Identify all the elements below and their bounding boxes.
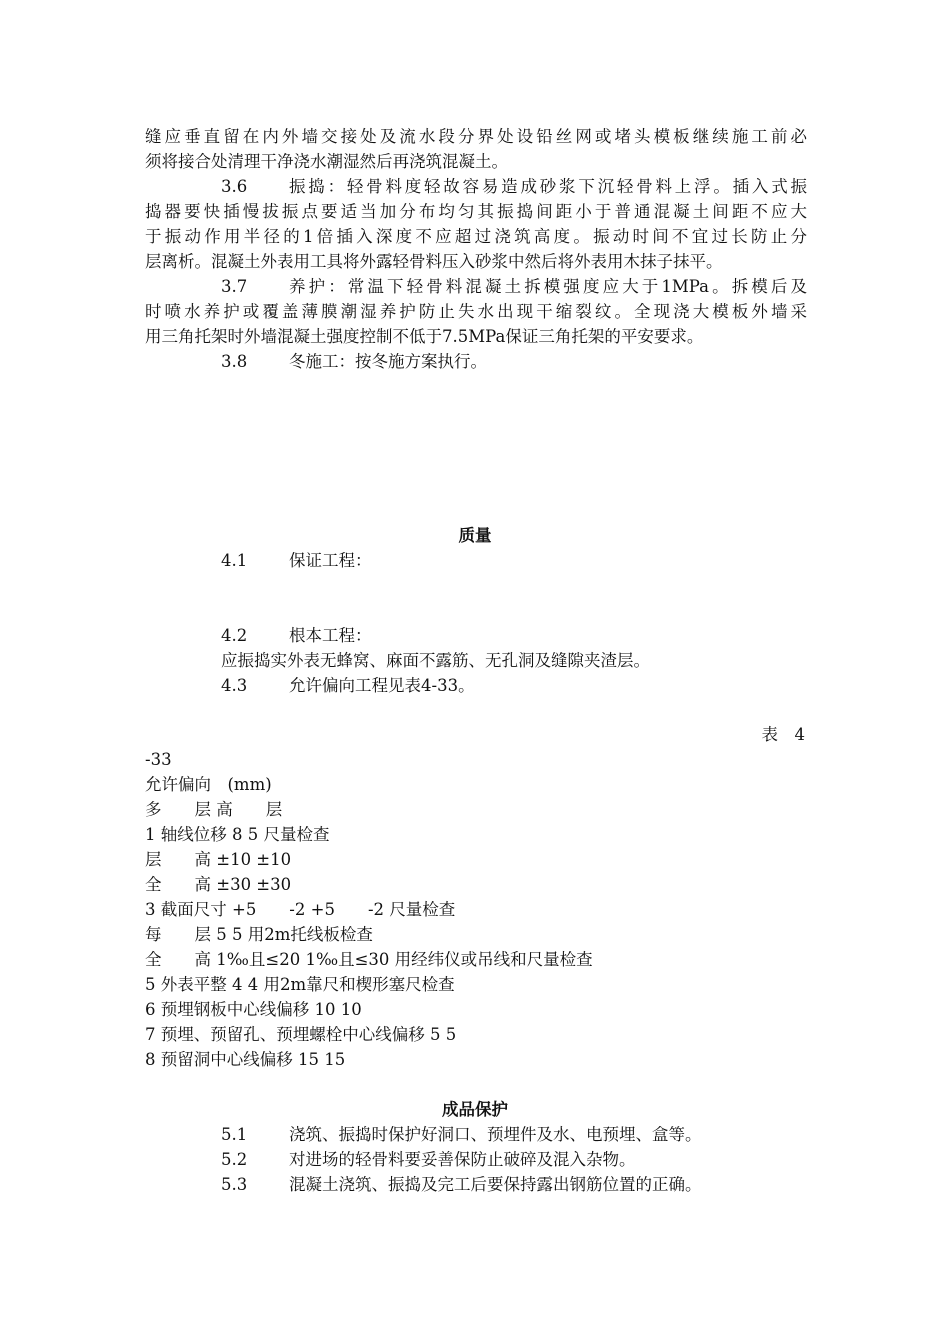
table-label-continuation: -33 bbox=[145, 750, 172, 769]
item-5-2-text: 对进场的轻骨料要妥善保防止破碎及混入杂物。 bbox=[289, 1150, 636, 1169]
item-3-6-line-4: 层离析。混凝土外表用工具将外露轻骨料压入砂浆中然后将外表用木抹子抹平。 bbox=[145, 252, 723, 271]
item-5-1-number: 5.1 bbox=[221, 1125, 248, 1144]
item-4-2-number: 4.2 bbox=[221, 626, 248, 645]
item-4-3-number: 4.3 bbox=[221, 676, 248, 695]
table-row: 多 层 高 层 bbox=[145, 800, 283, 819]
item-3-6-number: 3.6 bbox=[221, 177, 248, 196]
item-5-3-text: 混凝土浇筑、振捣及完工后要保持露出钢筋位置的正确。 bbox=[289, 1175, 702, 1194]
item-3-6-line-1: 振捣：轻骨料度轻故容易造成砂浆下沉轻骨料上浮。插入式振 bbox=[289, 177, 807, 196]
item-3-7-number: 3.7 bbox=[221, 277, 248, 296]
item-4-2-body: 应振捣实外表无蜂窝、麻面不露筋、无孔洞及缝隙夹渣层。 bbox=[221, 651, 650, 670]
table-row: 6 预埋钢板中心线偏移 10 10 bbox=[145, 1000, 362, 1019]
item-3-7-line-1: 养护：常温下轻骨料混凝土拆模强度应大于1MPa。拆模后及 bbox=[289, 277, 807, 296]
item-4-1-number: 4.1 bbox=[221, 551, 248, 570]
section-heading-quality: 质量 bbox=[458, 526, 492, 545]
table-row: 全 高 ±30 ±30 bbox=[145, 875, 292, 894]
table-row: 全 高 1‰且≤20 1‰且≤30 用经纬仪或吊线和尺量检查 bbox=[145, 950, 593, 969]
item-4-1-text: 保证工程： bbox=[289, 551, 372, 570]
item-3-8-text: 冬施工：按冬施方案执行。 bbox=[289, 352, 487, 371]
item-3-8-number: 3.8 bbox=[221, 352, 248, 371]
section-heading-product-protection: 成品保护 bbox=[442, 1100, 508, 1119]
table-row: 3 截面尺寸 +5 -2 +5 -2 尺量检查 bbox=[145, 900, 456, 919]
table-row: 5 外表平整 4 4 用2m靠尺和楔形塞尺检查 bbox=[145, 975, 455, 994]
item-5-1-text: 浇筑、振捣时保护好洞口、预埋件及水、电预埋、盒等。 bbox=[289, 1125, 702, 1144]
table-title: 允许偏向 (mm) bbox=[145, 775, 272, 794]
table-row: 8 预留洞中心线偏移 15 15 bbox=[145, 1050, 346, 1069]
table-label: 表 4 bbox=[761, 725, 805, 744]
paragraph-3-5-line-2: 须将接合处清理干净浇水潮湿然后再浇筑混凝土。 bbox=[145, 152, 508, 171]
paragraph-3-5-line-1: 缝应垂直留在内外墙交接处及流水段分界处设铅丝网或堵头模板继续施工前必 bbox=[145, 127, 807, 146]
item-4-2-text: 根本工程： bbox=[289, 626, 372, 645]
table-row: 1 轴线位移 8 5 尺量检查 bbox=[145, 825, 330, 844]
item-3-6-line-2: 捣器要快插慢拔振点要适当加分布均匀其振捣间距小于普通混凝土间距不应大 bbox=[145, 202, 807, 221]
table-row: 每 层 5 5 用2m托线板检查 bbox=[145, 925, 373, 944]
item-4-3-text: 允许偏向工程见表4-33。 bbox=[289, 676, 475, 695]
table-row: 层 高 ±10 ±10 bbox=[145, 850, 292, 869]
item-3-6-line-3: 于振动作用半径的1倍插入深度不应超过浇筑高度。振动时间不宜过长防止分 bbox=[145, 227, 807, 246]
item-5-2-number: 5.2 bbox=[221, 1150, 248, 1169]
item-5-3-number: 5.3 bbox=[221, 1175, 248, 1194]
item-3-7-line-3: 用三角托架时外墙混凝土强度控制不低于7.5MPa保证三角托架的平安要求。 bbox=[145, 327, 704, 346]
table-row: 7 预埋、预留孔、预埋螺栓中心线偏移 5 5 bbox=[145, 1025, 457, 1044]
item-3-7-line-2: 时喷水养护或覆盖薄膜潮湿养护防止失水出现干缩裂纹。全现浇大模板外墙采 bbox=[145, 302, 807, 321]
